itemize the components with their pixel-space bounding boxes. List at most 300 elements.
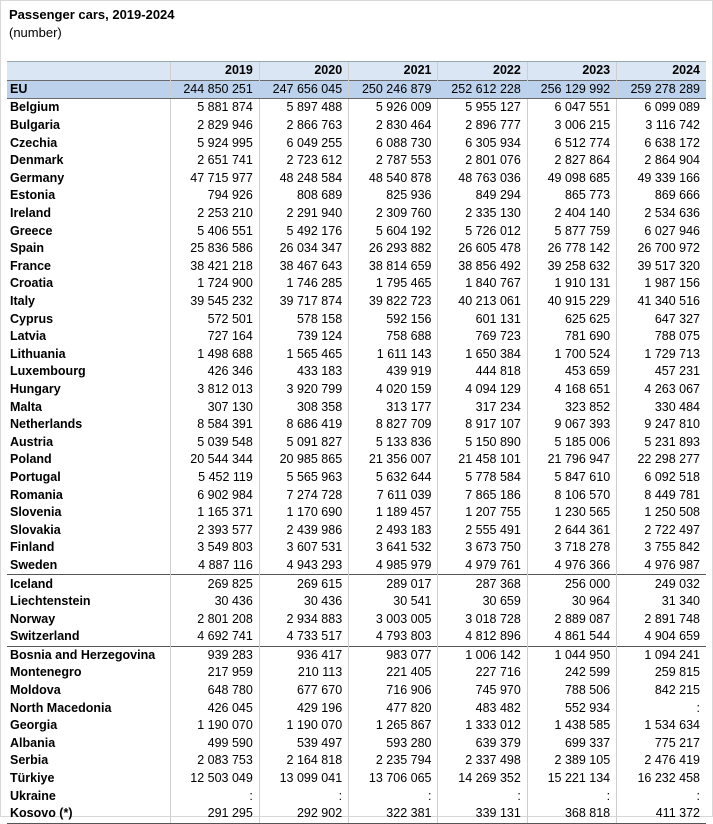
- value-cell: 3 718 278: [527, 539, 616, 557]
- country-name: Bosnia and Herzegovina: [7, 646, 170, 664]
- value-cell: 2 827 864: [527, 152, 616, 170]
- country-name: Georgia: [10, 718, 58, 733]
- value-cell: 2 889 087: [527, 610, 616, 628]
- country-name: Netherlands: [10, 417, 83, 432]
- value-cell: 41 340 516: [617, 293, 706, 311]
- value-cell: 2 335 130: [438, 205, 527, 223]
- value-cell: 256 129 992: [527, 80, 616, 99]
- value-cell: 429 196: [259, 699, 348, 717]
- value-cell: 1 650 384: [438, 346, 527, 364]
- value-cell: 5 897 488: [259, 99, 348, 117]
- value-cell: 5 632 644: [349, 469, 438, 487]
- value-cell: 250 246 879: [349, 80, 438, 99]
- table-row: [7, 152, 706, 170]
- value-cell: 444 818: [438, 363, 527, 381]
- page-title: Passenger cars, 2019-2024: [9, 7, 175, 22]
- value-cell: 242 599: [527, 664, 616, 682]
- value-cell: 2 830 464: [349, 117, 438, 135]
- table-row: [7, 805, 706, 823]
- column-header: 2022: [438, 62, 527, 81]
- data-table: [7, 61, 706, 824]
- table-row: [7, 752, 706, 770]
- value-cell: 2 534 636: [617, 205, 706, 223]
- value-cell: 5 926 009: [349, 99, 438, 117]
- value-cell: 4 168 651: [527, 381, 616, 399]
- table-row: [7, 521, 706, 539]
- value-cell: 3 673 750: [438, 539, 527, 557]
- country-name: Germany: [10, 170, 65, 185]
- value-cell: 4 861 544: [527, 628, 616, 646]
- value-cell: 3 116 742: [617, 117, 706, 135]
- value-cell: 244 850 251: [170, 80, 259, 99]
- value-cell: 2 934 883: [259, 610, 348, 628]
- value-cell: 339 131: [438, 805, 527, 823]
- value-cell: 5 924 995: [170, 134, 259, 152]
- value-cell: 6 088 730: [349, 134, 438, 152]
- value-cell: 4 904 659: [617, 628, 706, 646]
- table-row: [7, 205, 706, 223]
- country-name: Romania: [10, 487, 63, 502]
- value-cell: 453 659: [527, 363, 616, 381]
- value-cell: 788 506: [527, 682, 616, 700]
- value-cell: 5 492 176: [259, 222, 348, 240]
- value-cell: 26 778 142: [527, 240, 616, 258]
- value-cell: 2 829 946: [170, 117, 259, 135]
- value-cell: 48 763 036: [438, 170, 527, 188]
- value-cell: 256 000: [527, 575, 616, 593]
- value-cell: :: [438, 787, 527, 805]
- value-cell: 12 503 049: [170, 770, 259, 788]
- value-cell: 2 493 183: [349, 521, 438, 539]
- country-name: Serbia: [10, 753, 49, 768]
- value-cell: 4 263 067: [617, 381, 706, 399]
- value-cell: 1 611 143: [349, 346, 438, 364]
- value-cell: 26 293 882: [349, 240, 438, 258]
- table-row: [7, 328, 706, 346]
- value-cell: 411 372: [617, 805, 706, 823]
- value-cell: 2 651 741: [170, 152, 259, 170]
- value-cell: 648 780: [170, 682, 259, 700]
- value-cell: 3 018 728: [438, 610, 527, 628]
- value-cell: 6 047 551: [527, 99, 616, 117]
- value-cell: 2 787 553: [349, 152, 438, 170]
- value-cell: 716 906: [349, 682, 438, 700]
- value-cell: 39 717 874: [259, 293, 348, 311]
- value-cell: 291 295: [170, 805, 259, 823]
- value-cell: 1 044 950: [527, 646, 616, 664]
- value-cell: 593 280: [349, 735, 438, 753]
- value-cell: 4 976 987: [617, 557, 706, 575]
- value-cell: 30 659: [438, 593, 527, 611]
- value-cell: 39 545 232: [170, 293, 259, 311]
- value-cell: 2 404 140: [527, 205, 616, 223]
- country-name: Greece: [10, 223, 53, 238]
- value-cell: 1 006 142: [438, 646, 527, 664]
- country-name: Hungary: [10, 381, 61, 396]
- value-cell: 936 417: [259, 646, 348, 664]
- value-cell: 1 230 565: [527, 504, 616, 522]
- value-cell: 4 094 129: [438, 381, 527, 399]
- value-cell: 2 393 577: [170, 521, 259, 539]
- value-cell: 939 283: [170, 646, 259, 664]
- value-cell: 6 092 518: [617, 469, 706, 487]
- value-cell: 13 099 041: [259, 770, 348, 788]
- value-cell: 1 910 131: [527, 275, 616, 293]
- value-cell: 639 379: [438, 735, 527, 753]
- table-row: [7, 610, 706, 628]
- country-name: Poland: [10, 452, 52, 467]
- value-cell: 8 686 419: [259, 416, 348, 434]
- country-name: Norway: [10, 611, 56, 626]
- value-cell: 4 985 979: [349, 557, 438, 575]
- country-name: Albania: [10, 735, 56, 750]
- value-cell: 699 337: [527, 735, 616, 753]
- table-row: [7, 770, 706, 788]
- value-cell: 5 133 836: [349, 433, 438, 451]
- value-cell: 4 793 803: [349, 628, 438, 646]
- value-cell: 3 641 532: [349, 539, 438, 557]
- table-row: [7, 187, 706, 205]
- value-cell: 781 690: [527, 328, 616, 346]
- value-cell: 601 131: [438, 310, 527, 328]
- value-cell: 227 716: [438, 664, 527, 682]
- value-cell: 2 083 753: [170, 752, 259, 770]
- table-row: [7, 787, 706, 805]
- value-cell: 217 959: [170, 664, 259, 682]
- value-cell: 727 164: [170, 328, 259, 346]
- value-cell: 4 979 761: [438, 557, 527, 575]
- value-cell: 317 234: [438, 398, 527, 416]
- country-name: Türkiye: [10, 771, 55, 786]
- value-cell: 426 045: [170, 699, 259, 717]
- value-cell: 20 985 865: [259, 451, 348, 469]
- table-row: [7, 293, 706, 311]
- value-cell: 8 827 709: [349, 416, 438, 434]
- value-cell: 38 421 218: [170, 258, 259, 276]
- value-cell: 15 221 134: [527, 770, 616, 788]
- value-cell: 8 917 107: [438, 416, 527, 434]
- value-cell: 287 368: [438, 575, 527, 593]
- value-cell: 49 098 685: [527, 170, 616, 188]
- country-name: Portugal: [10, 469, 61, 484]
- value-cell: 39 517 320: [617, 258, 706, 276]
- value-cell: 677 670: [259, 682, 348, 700]
- value-cell: 808 689: [259, 187, 348, 205]
- value-cell: 849 294: [438, 187, 527, 205]
- table-row: [7, 275, 706, 293]
- value-cell: 4 692 741: [170, 628, 259, 646]
- value-cell: 5 778 584: [438, 469, 527, 487]
- country-name: Finland: [10, 540, 55, 555]
- value-cell: 1 250 508: [617, 504, 706, 522]
- value-cell: 307 130: [170, 398, 259, 416]
- value-cell: 322 381: [349, 805, 438, 823]
- value-cell: 2 476 419: [617, 752, 706, 770]
- country-name: Bulgaria: [10, 118, 61, 133]
- table-row: [7, 346, 706, 364]
- table-row: [7, 117, 706, 135]
- value-cell: 14 269 352: [438, 770, 527, 788]
- value-cell: 38 814 659: [349, 258, 438, 276]
- value-cell: 5 955 127: [438, 99, 527, 117]
- value-cell: 6 305 934: [438, 134, 527, 152]
- value-cell: 483 482: [438, 699, 527, 717]
- value-cell: 1 265 867: [349, 717, 438, 735]
- value-cell: 788 075: [617, 328, 706, 346]
- table-row: [7, 451, 706, 469]
- country-name: Liechtenstein: [10, 594, 91, 609]
- column-header: 2023: [527, 62, 616, 81]
- value-cell: 1 795 465: [349, 275, 438, 293]
- value-cell: 26 034 347: [259, 240, 348, 258]
- eu-total-row: [7, 80, 706, 99]
- value-cell: 6 027 946: [617, 222, 706, 240]
- country-name: Latvia: [10, 329, 47, 344]
- value-cell: 4 976 366: [527, 557, 616, 575]
- value-cell: 5 185 006: [527, 433, 616, 451]
- table-row: [7, 99, 706, 117]
- value-cell: 6 512 774: [527, 134, 616, 152]
- value-cell: 745 970: [438, 682, 527, 700]
- table-row: [7, 717, 706, 735]
- value-cell: 368 818: [527, 805, 616, 823]
- value-cell: 3 006 215: [527, 117, 616, 135]
- value-cell: 2 801 076: [438, 152, 527, 170]
- value-cell: 4 733 517: [259, 628, 348, 646]
- table-row: [7, 504, 706, 522]
- value-cell: 5 604 192: [349, 222, 438, 240]
- value-cell: 5 231 893: [617, 433, 706, 451]
- table-row: [7, 433, 706, 451]
- table-row: [7, 557, 706, 575]
- value-cell: 3 920 799: [259, 381, 348, 399]
- value-cell: 758 688: [349, 328, 438, 346]
- value-cell: 2 164 818: [259, 752, 348, 770]
- value-cell: 308 358: [259, 398, 348, 416]
- value-cell: 477 820: [349, 699, 438, 717]
- table-row: [7, 646, 706, 664]
- value-cell: 433 183: [259, 363, 348, 381]
- value-cell: 7 274 728: [259, 486, 348, 504]
- table-row: [7, 486, 706, 504]
- value-cell: 1 207 755: [438, 504, 527, 522]
- value-cell: 6 099 089: [617, 99, 706, 117]
- table-row: [7, 222, 706, 240]
- value-cell: 794 926: [170, 187, 259, 205]
- country-name: Kosovo (*): [7, 805, 170, 823]
- value-cell: 269 825: [170, 575, 259, 593]
- value-cell: 8 584 391: [170, 416, 259, 434]
- country-name: Slovakia: [10, 522, 61, 537]
- country-name: Cyprus: [10, 311, 54, 326]
- value-cell: 457 231: [617, 363, 706, 381]
- value-cell: 8 449 781: [617, 486, 706, 504]
- value-cell: 2 235 794: [349, 752, 438, 770]
- value-cell: 3 812 013: [170, 381, 259, 399]
- value-cell: 1 700 524: [527, 346, 616, 364]
- column-header: 2020: [259, 62, 348, 81]
- value-cell: 330 484: [617, 398, 706, 416]
- value-cell: 647 327: [617, 310, 706, 328]
- country-name: Switzerland: [10, 629, 80, 644]
- value-cell: 1 190 070: [259, 717, 348, 735]
- value-cell: 592 156: [349, 310, 438, 328]
- page-subtitle: (number): [9, 25, 62, 40]
- value-cell: 247 656 045: [259, 80, 348, 99]
- country-name: Denmark: [10, 153, 64, 168]
- value-cell: 249 032: [617, 575, 706, 593]
- value-cell: 269 615: [259, 575, 348, 593]
- value-cell: 2 555 491: [438, 521, 527, 539]
- value-cell: 16 232 458: [617, 770, 706, 788]
- value-cell: 2 864 904: [617, 152, 706, 170]
- value-cell: 1 170 690: [259, 504, 348, 522]
- value-cell: 439 919: [349, 363, 438, 381]
- value-cell: 40 213 061: [438, 293, 527, 311]
- header-row: [7, 62, 706, 81]
- table-row: [7, 575, 706, 593]
- country-name: Montenegro: [10, 665, 82, 680]
- value-cell: 2 866 763: [259, 117, 348, 135]
- value-cell: 39 258 632: [527, 258, 616, 276]
- country-name: France: [10, 258, 51, 273]
- value-cell: 1 724 900: [170, 275, 259, 293]
- value-cell: 2 723 612: [259, 152, 348, 170]
- value-cell: :: [527, 787, 616, 805]
- value-cell: 739 124: [259, 328, 348, 346]
- value-cell: 3 003 005: [349, 610, 438, 628]
- value-cell: 4 887 116: [170, 557, 259, 575]
- value-cell: 259 278 289: [617, 80, 706, 99]
- value-cell: 4 943 293: [259, 557, 348, 575]
- value-cell: 2 309 760: [349, 205, 438, 223]
- value-cell: 49 339 166: [617, 170, 706, 188]
- value-cell: 48 248 584: [259, 170, 348, 188]
- value-cell: 2 644 361: [527, 521, 616, 539]
- value-cell: 1 729 713: [617, 346, 706, 364]
- country-name: Spain: [10, 241, 45, 256]
- value-cell: 2 891 748: [617, 610, 706, 628]
- value-cell: 9 247 810: [617, 416, 706, 434]
- country-name: Moldova: [10, 683, 61, 698]
- value-cell: 3 549 803: [170, 539, 259, 557]
- value-cell: 1 189 457: [349, 504, 438, 522]
- country-name: Czechia: [10, 135, 58, 150]
- value-cell: 3 755 842: [617, 539, 706, 557]
- value-cell: 21 458 101: [438, 451, 527, 469]
- value-cell: 5 406 551: [170, 222, 259, 240]
- value-cell: 13 706 065: [349, 770, 438, 788]
- country-name: Sweden: [10, 557, 58, 572]
- table-row: [7, 398, 706, 416]
- value-cell: 869 666: [617, 187, 706, 205]
- table-row: [7, 310, 706, 328]
- value-cell: 47 715 977: [170, 170, 259, 188]
- value-cell: 578 158: [259, 310, 348, 328]
- value-cell: :: [349, 787, 438, 805]
- value-cell: 1 190 070: [170, 717, 259, 735]
- value-cell: 30 541: [349, 593, 438, 611]
- value-cell: 221 405: [349, 664, 438, 682]
- value-cell: 259 815: [617, 664, 706, 682]
- table-row: [7, 593, 706, 611]
- country-name: Italy: [10, 294, 36, 309]
- value-cell: 5 452 119: [170, 469, 259, 487]
- value-cell: 2 291 940: [259, 205, 348, 223]
- value-cell: 1 565 465: [259, 346, 348, 364]
- value-cell: 4 020 159: [349, 381, 438, 399]
- value-cell: 983 077: [349, 646, 438, 664]
- table-row: [7, 134, 706, 152]
- value-cell: 252 612 228: [438, 80, 527, 99]
- country-name: Croatia: [10, 276, 54, 291]
- value-cell: 289 017: [349, 575, 438, 593]
- value-cell: 499 590: [170, 735, 259, 753]
- country-name: Iceland: [7, 575, 170, 593]
- value-cell: 7 611 039: [349, 486, 438, 504]
- country-name: Malta: [10, 399, 42, 414]
- value-cell: :: [259, 787, 348, 805]
- table-row: [7, 469, 706, 487]
- value-cell: 30 964: [527, 593, 616, 611]
- value-cell: 5 881 874: [170, 99, 259, 117]
- table-row: [7, 170, 706, 188]
- table-row: [7, 699, 706, 717]
- header-corner: [7, 62, 170, 81]
- value-cell: 7 865 186: [438, 486, 527, 504]
- value-cell: 5 726 012: [438, 222, 527, 240]
- value-cell: 2 722 497: [617, 521, 706, 539]
- country-name: Ireland: [10, 206, 51, 221]
- value-cell: 40 915 229: [527, 293, 616, 311]
- value-cell: 1 840 767: [438, 275, 527, 293]
- table-row: [7, 240, 706, 258]
- value-cell: 5 091 827: [259, 433, 348, 451]
- table-row: [7, 416, 706, 434]
- value-cell: 3 607 531: [259, 539, 348, 557]
- country-name: Lithuania: [10, 346, 66, 361]
- value-cell: 5 847 610: [527, 469, 616, 487]
- value-cell: 842 215: [617, 682, 706, 700]
- value-cell: 1 094 241: [617, 646, 706, 664]
- value-cell: 210 113: [259, 664, 348, 682]
- value-cell: 1 987 156: [617, 275, 706, 293]
- value-cell: 30 436: [170, 593, 259, 611]
- value-cell: 5 039 548: [170, 433, 259, 451]
- country-name: Estonia: [10, 188, 56, 203]
- value-cell: 5 150 890: [438, 433, 527, 451]
- country-name: Slovenia: [10, 505, 62, 520]
- country-name: Luxembourg: [10, 364, 86, 379]
- value-cell: 426 346: [170, 363, 259, 381]
- country-name: Belgium: [10, 100, 60, 115]
- table-row: [7, 735, 706, 753]
- value-cell: 21 796 947: [527, 451, 616, 469]
- value-cell: 38 856 492: [438, 258, 527, 276]
- value-cell: 6 902 984: [170, 486, 259, 504]
- value-cell: 21 356 007: [349, 451, 438, 469]
- value-cell: 572 501: [170, 310, 259, 328]
- value-cell: 2 801 208: [170, 610, 259, 628]
- value-cell: :: [617, 699, 706, 717]
- value-cell: 775 217: [617, 735, 706, 753]
- value-cell: 6 049 255: [259, 134, 348, 152]
- value-cell: 323 852: [527, 398, 616, 416]
- value-cell: 769 723: [438, 328, 527, 346]
- value-cell: 625 625: [527, 310, 616, 328]
- value-cell: 2 439 986: [259, 521, 348, 539]
- column-header: 2024: [617, 62, 706, 81]
